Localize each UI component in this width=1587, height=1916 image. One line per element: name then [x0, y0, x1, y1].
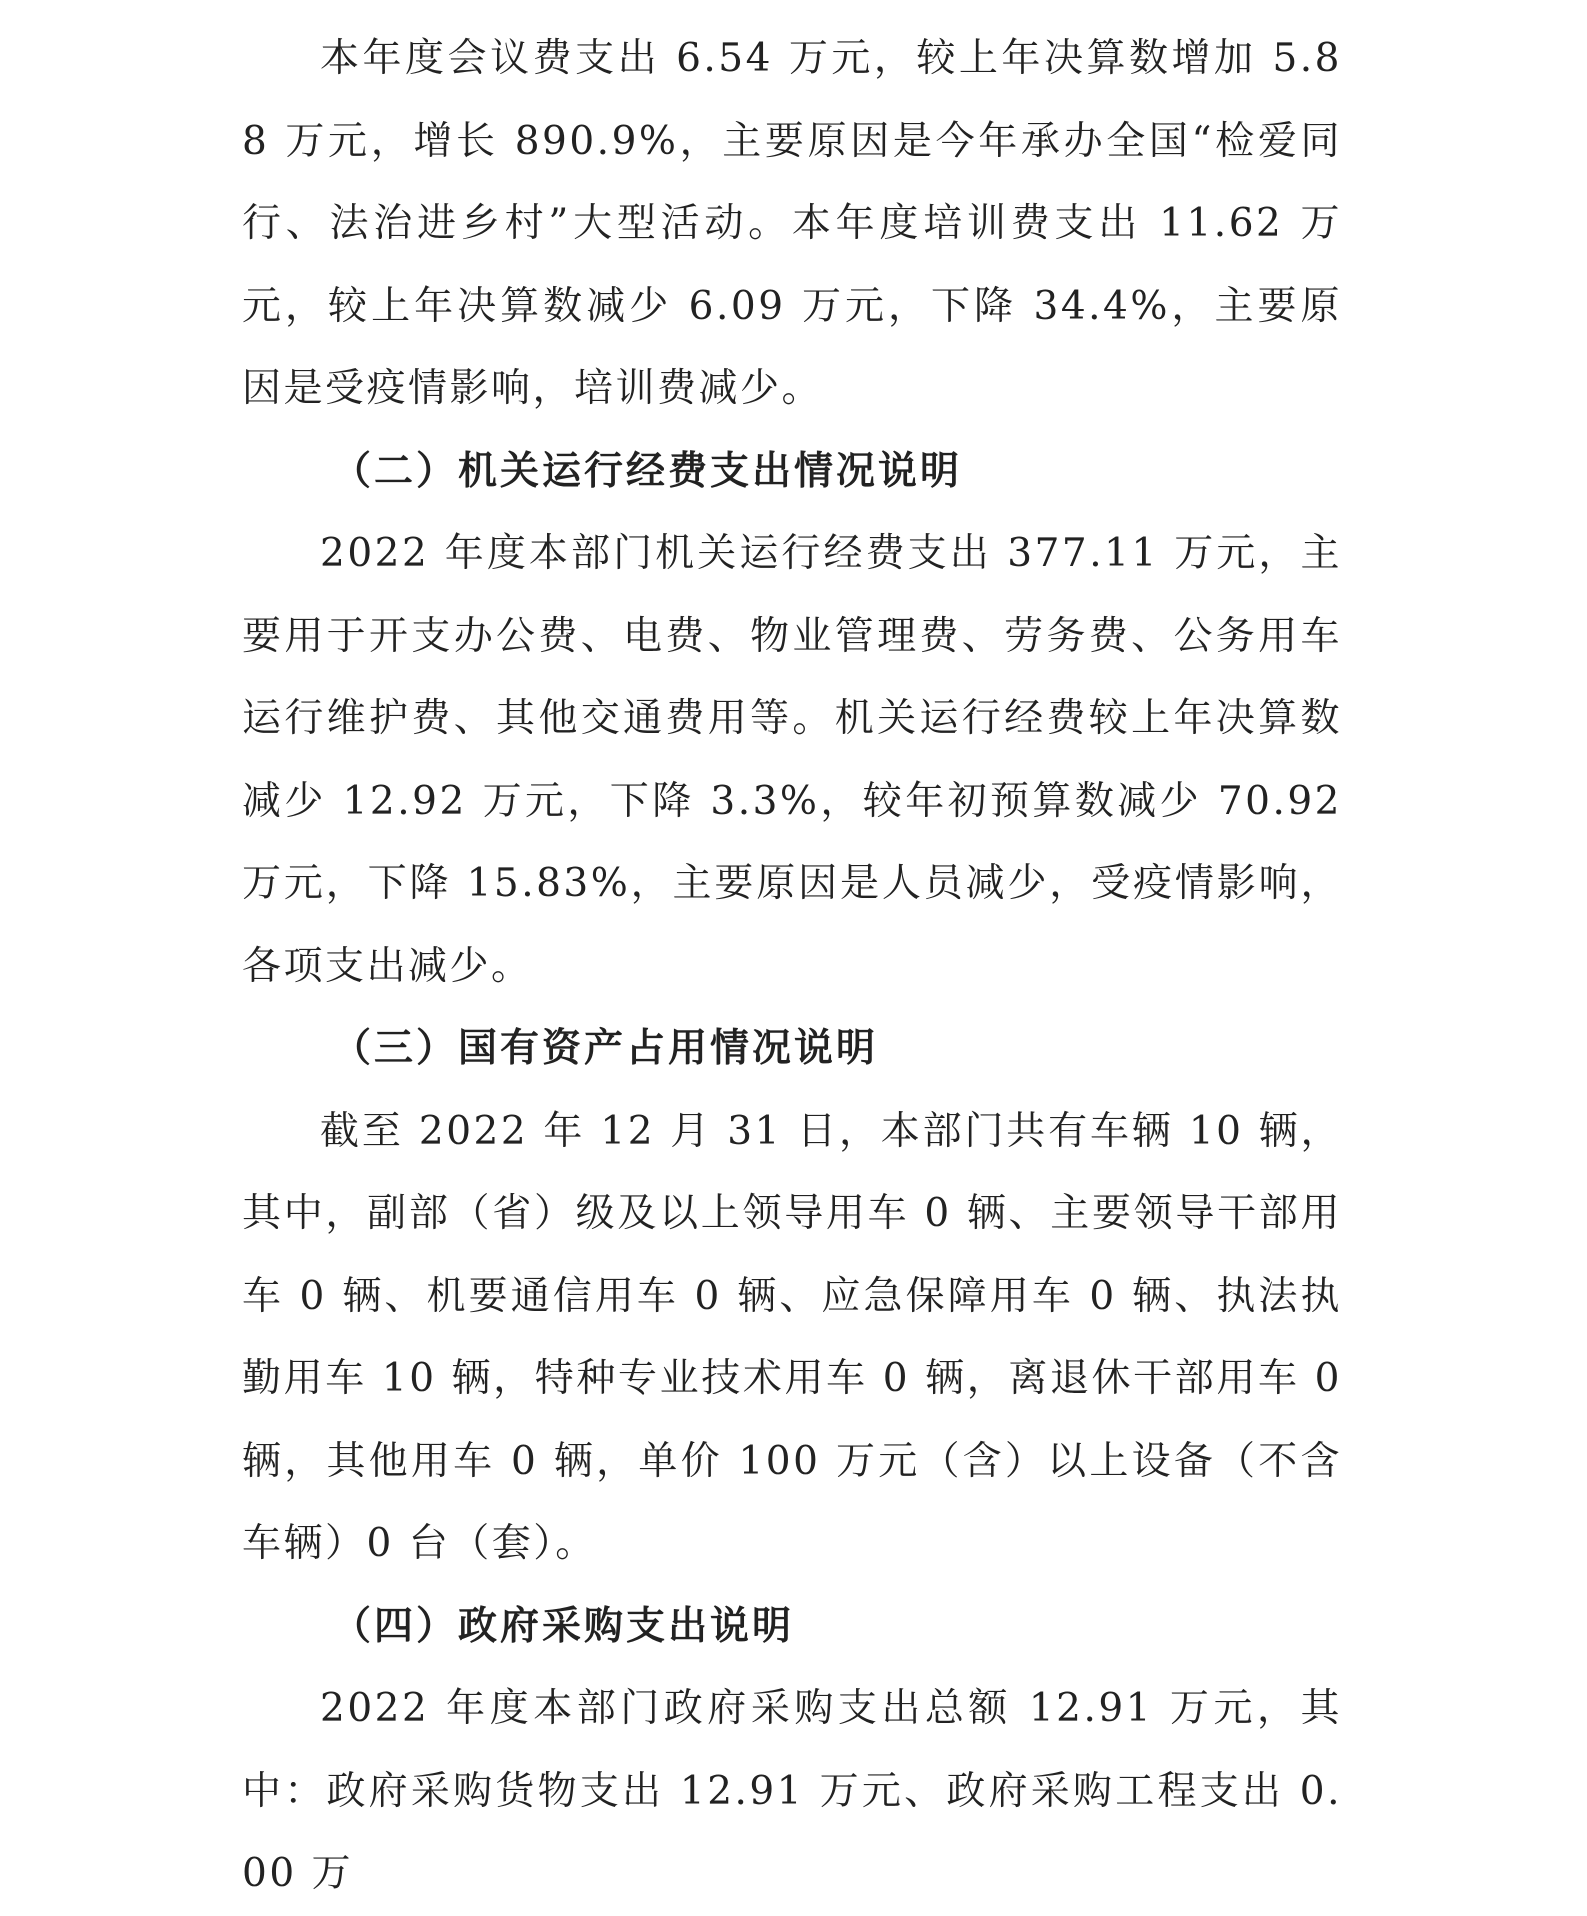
document-page [242, 18, 1342, 1916]
section-heading-operating-expenses: （二）机关运行经费支出情况说明 [332, 448, 963, 494]
paragraph-operating-expenses: 2022 年度本部门机关运行经费支出 377.11 万元，主要用于开支办公费、电费、物业管理费、劳务费、公务用车运行维护费、其他交通费用等。机关运行经费较上年决算数减少 12.92 万元，下降 3.3%，较年初预算数减少 70.92 万元，下降 15.83%，主要原因是人员减少，受疫情影响，各项支出减少。 [242, 531, 1342, 989]
paragraph-government-procurement: 2022 年度本部门政府采购支出总额 12.91 万元，其中：政府采购货物支出 12.91 万元、政府采购工程支出 0.00 万 [242, 1686, 1342, 1896]
section-heading-state-assets: （三）国有资产占用情况说明 [332, 1026, 879, 1071]
paragraph-meeting-training-expenses: 本年度会议费支出 6.54 万元，较上年决算数增加 5.88 万元，增长 890.9%，主要原因是今年承办全国“检爱同行、法治进乡村”大型活动。本年度培训费支出 11.62 万元，较上年决算数减少 6.09 万元，下降 34.4%，主要原因是受疫情影响，培训费减少。 [242, 36, 1342, 411]
paragraph-state-assets: 截至 2022 年 12 月 31 日，本部门共有车辆 10 辆，其中，副部（省）级及以上领导用车 0 辆、主要领导干部用车 0 辆、机要通信用车 0 辆、应急保障用车 0 辆、执法执勤用车 10 辆，特种专业技术用车 0 辆，离退休干部用车 0 辆，其他用车 0 辆，单价 100 万元（含）以上设备（不含车辆）0 台（套）。 [242, 1108, 1342, 1566]
section-heading-government-procurement: （四）政府采购支出说明 [332, 1603, 795, 1649]
